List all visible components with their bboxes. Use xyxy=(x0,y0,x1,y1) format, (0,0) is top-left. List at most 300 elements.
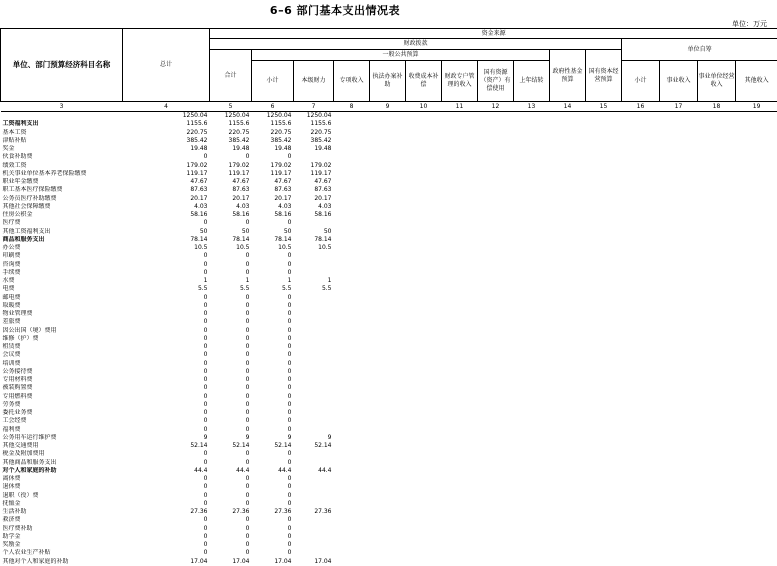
cell-value: 179.02 xyxy=(252,162,294,170)
cell-value xyxy=(586,508,622,516)
cell-value xyxy=(406,211,442,219)
row-label: 对个人和家庭的补助 xyxy=(1,467,123,475)
cell-value xyxy=(586,137,622,145)
table-row xyxy=(1,434,777,442)
cell-value xyxy=(334,327,370,335)
cell-value xyxy=(514,426,550,434)
cell-value xyxy=(660,310,698,318)
cell-value: 0 xyxy=(123,335,210,343)
cell-value xyxy=(698,178,736,186)
cell-value xyxy=(334,393,370,401)
header-total: 总计 xyxy=(123,29,210,102)
cell-value xyxy=(586,492,622,500)
header-current-year: 本级财力 xyxy=(294,61,334,102)
cell-value xyxy=(586,302,622,310)
cell-value xyxy=(406,409,442,417)
cell-value xyxy=(622,162,660,170)
cell-value xyxy=(550,376,586,384)
header-unit-subtotal: 小计 xyxy=(622,61,660,102)
cell-value xyxy=(698,318,736,326)
cell-value xyxy=(586,277,622,285)
cell-value xyxy=(736,261,777,269)
cell-value xyxy=(294,376,334,384)
cell-value: 27.36 xyxy=(123,508,210,516)
column-number-row xyxy=(1,102,777,112)
cell-value xyxy=(736,186,777,194)
cell-value xyxy=(406,120,442,128)
cell-value xyxy=(406,195,442,203)
cell-value xyxy=(586,426,622,434)
cell-value xyxy=(660,327,698,335)
cell-value xyxy=(514,186,550,194)
cell-value xyxy=(514,500,550,508)
cell-value xyxy=(478,343,514,351)
cell-value: 0 xyxy=(252,327,294,335)
cell-value xyxy=(294,459,334,467)
cell-value xyxy=(586,236,622,244)
cell-value xyxy=(478,269,514,277)
cell-value xyxy=(736,195,777,203)
cell-value: 0 xyxy=(123,533,210,541)
cell-value xyxy=(370,120,406,128)
cell-value xyxy=(698,129,736,137)
cell-value xyxy=(698,302,736,310)
cell-value xyxy=(514,269,550,277)
cell-value xyxy=(698,549,736,557)
cell-value xyxy=(550,549,586,557)
cell-value xyxy=(294,417,334,425)
cell-value xyxy=(550,236,586,244)
cell-value: 0 xyxy=(210,327,252,335)
cell-value xyxy=(334,261,370,269)
cell-value xyxy=(370,558,406,566)
cell-value xyxy=(550,434,586,442)
cell-value xyxy=(478,112,514,121)
cell-value: 0 xyxy=(210,541,252,549)
cell-value: 52.14 xyxy=(294,442,334,450)
cell-value xyxy=(586,261,622,269)
cell-value: 27.36 xyxy=(294,508,334,516)
cell-value xyxy=(442,170,478,178)
column-number: 14 xyxy=(550,102,586,112)
cell-value xyxy=(442,384,478,392)
cell-value xyxy=(698,376,736,384)
cell-value xyxy=(514,525,550,533)
cell-value xyxy=(334,195,370,203)
cell-value xyxy=(622,434,660,442)
table-row xyxy=(1,318,777,326)
cell-value: 0 xyxy=(252,450,294,458)
cell-value xyxy=(514,417,550,425)
cell-value xyxy=(698,310,736,318)
row-label: 专用材料费 xyxy=(1,376,123,384)
cell-value: 220.75 xyxy=(123,129,210,137)
cell-value xyxy=(406,459,442,467)
cell-value xyxy=(586,549,622,557)
cell-value xyxy=(478,195,514,203)
cell-value xyxy=(586,533,622,541)
cell-value xyxy=(406,261,442,269)
cell-value xyxy=(442,112,478,121)
cell-value xyxy=(334,170,370,178)
cell-value: 0 xyxy=(252,475,294,483)
column-number: 19 xyxy=(736,102,777,112)
cell-value xyxy=(442,343,478,351)
cell-value xyxy=(406,310,442,318)
cell-value xyxy=(660,203,698,211)
cell-value xyxy=(586,145,622,153)
cell-value xyxy=(660,368,698,376)
cell-value xyxy=(334,285,370,293)
cell-value xyxy=(550,277,586,285)
cell-value xyxy=(442,285,478,293)
cell-value xyxy=(406,508,442,516)
cell-value xyxy=(370,228,406,236)
cell-value xyxy=(698,277,736,285)
cell-value xyxy=(698,343,736,351)
cell-value xyxy=(622,541,660,549)
cell-value xyxy=(736,228,777,236)
cell-value xyxy=(406,186,442,194)
cell-value xyxy=(442,294,478,302)
row-label: 助学金 xyxy=(1,533,123,541)
cell-value xyxy=(586,170,622,178)
cell-value: 0 xyxy=(210,318,252,326)
cell-value xyxy=(442,261,478,269)
cell-value xyxy=(442,393,478,401)
cell-value xyxy=(586,335,622,343)
cell-value: 27.36 xyxy=(252,508,294,516)
cell-value xyxy=(478,351,514,359)
cell-value: 220.75 xyxy=(252,129,294,137)
header-unit-self: 单位自筹 xyxy=(622,39,777,61)
cell-value xyxy=(294,450,334,458)
cell-value xyxy=(370,129,406,137)
cell-value xyxy=(550,459,586,467)
cell-value xyxy=(370,285,406,293)
column-number: 9 xyxy=(370,102,406,112)
cell-value xyxy=(514,219,550,227)
cell-value xyxy=(736,467,777,475)
cell-value: 1 xyxy=(294,277,334,285)
cell-value: 0 xyxy=(123,368,210,376)
cell-value xyxy=(442,426,478,434)
cell-value xyxy=(370,186,406,194)
cell-value xyxy=(550,244,586,252)
cell-value xyxy=(698,508,736,516)
cell-value xyxy=(370,269,406,277)
cell-value xyxy=(514,384,550,392)
cell-value: 0 xyxy=(123,269,210,277)
cell-value xyxy=(334,475,370,483)
header-biz-income: 事业收入 xyxy=(660,61,698,102)
cell-value xyxy=(586,516,622,524)
cell-value xyxy=(442,236,478,244)
cell-value xyxy=(736,112,777,121)
cell-value xyxy=(294,483,334,491)
cell-value: 0 xyxy=(210,368,252,376)
cell-value xyxy=(698,244,736,252)
cell-value xyxy=(370,442,406,450)
cell-value xyxy=(550,318,586,326)
row-label: 奖金 xyxy=(1,145,123,153)
cell-value xyxy=(334,483,370,491)
cell-value xyxy=(698,426,736,434)
cell-value xyxy=(622,285,660,293)
cell-value xyxy=(550,294,586,302)
table-row xyxy=(1,450,777,458)
cell-value xyxy=(698,417,736,425)
cell-value: 0 xyxy=(123,393,210,401)
unit-label: 单位：万元 xyxy=(732,19,767,29)
cell-value xyxy=(550,219,586,227)
cell-value xyxy=(736,525,777,533)
table-row xyxy=(1,203,777,211)
cell-value: 0 xyxy=(210,525,252,533)
cell-value xyxy=(736,129,777,137)
cell-value: 10.5 xyxy=(210,244,252,252)
cell-value xyxy=(550,228,586,236)
cell-value xyxy=(406,129,442,137)
table-row xyxy=(1,269,777,277)
cell-value: 10.5 xyxy=(252,244,294,252)
cell-value xyxy=(586,500,622,508)
row-label: 劳务费 xyxy=(1,401,123,409)
cell-value xyxy=(478,162,514,170)
cell-value xyxy=(550,368,586,376)
cell-value: 78.14 xyxy=(123,236,210,244)
cell-value xyxy=(406,236,442,244)
table-row xyxy=(1,327,777,335)
cell-value xyxy=(514,277,550,285)
cell-value xyxy=(736,508,777,516)
cell-value: 52.14 xyxy=(252,442,294,450)
cell-value xyxy=(334,376,370,384)
cell-value xyxy=(370,467,406,475)
cell-value xyxy=(370,351,406,359)
cell-value xyxy=(406,376,442,384)
cell-value: 179.02 xyxy=(294,162,334,170)
cell-value xyxy=(622,483,660,491)
row-label: 离休费 xyxy=(1,475,123,483)
cell-value xyxy=(698,558,736,566)
cell-value xyxy=(370,483,406,491)
cell-value: 385.42 xyxy=(123,137,210,145)
cell-value xyxy=(660,450,698,458)
cell-value: 19.48 xyxy=(210,145,252,153)
cell-value xyxy=(550,186,586,194)
cell-value xyxy=(698,475,736,483)
cell-value xyxy=(442,244,478,252)
cell-value xyxy=(442,252,478,260)
cell-value: 385.42 xyxy=(210,137,252,145)
table-row xyxy=(1,277,777,285)
header-carryover: 上年结转 xyxy=(514,61,550,102)
cell-value xyxy=(406,294,442,302)
cell-value: 50 xyxy=(123,228,210,236)
cell-value xyxy=(660,483,698,491)
column-number: 18 xyxy=(698,102,736,112)
cell-value xyxy=(442,269,478,277)
cell-value: 0 xyxy=(210,153,252,161)
cell-value xyxy=(660,162,698,170)
cell-value: 0 xyxy=(210,219,252,227)
cell-value: 0 xyxy=(210,351,252,359)
cell-value xyxy=(586,525,622,533)
cell-value xyxy=(442,558,478,566)
cell-value xyxy=(698,442,736,450)
cell-value: 0 xyxy=(210,409,252,417)
cell-value xyxy=(478,500,514,508)
cell-value xyxy=(370,417,406,425)
cell-value xyxy=(406,492,442,500)
cell-value: 4.03 xyxy=(294,203,334,211)
cell-value xyxy=(370,195,406,203)
cell-value xyxy=(550,417,586,425)
cell-value xyxy=(622,302,660,310)
row-label: 生活补助 xyxy=(1,508,123,516)
row-label: 救济费 xyxy=(1,516,123,524)
cell-value xyxy=(586,112,622,121)
cell-value xyxy=(334,186,370,194)
cell-value xyxy=(370,261,406,269)
table-row xyxy=(1,228,777,236)
cell-value xyxy=(334,236,370,244)
cell-value: 27.36 xyxy=(210,508,252,516)
cell-value: 44.4 xyxy=(252,467,294,475)
cell-value: 0 xyxy=(210,450,252,458)
cell-value xyxy=(622,376,660,384)
cell-value xyxy=(736,376,777,384)
cell-value: 0 xyxy=(123,417,210,425)
cell-value: 0 xyxy=(252,261,294,269)
cell-value xyxy=(478,475,514,483)
cell-value xyxy=(736,277,777,285)
cell-value xyxy=(586,129,622,137)
cell-value xyxy=(370,360,406,368)
cell-value: 0 xyxy=(210,459,252,467)
table-row xyxy=(1,112,777,121)
cell-value xyxy=(550,541,586,549)
cell-value: 0 xyxy=(252,533,294,541)
cell-value xyxy=(334,335,370,343)
cell-value: 0 xyxy=(123,450,210,458)
cell-value: 0 xyxy=(252,153,294,161)
cell-value xyxy=(406,277,442,285)
cell-value: 19.48 xyxy=(123,145,210,153)
cell-value xyxy=(442,360,478,368)
cell-value xyxy=(514,393,550,401)
cell-value xyxy=(478,153,514,161)
cell-value xyxy=(294,384,334,392)
cell-value xyxy=(698,500,736,508)
cell-value xyxy=(736,434,777,442)
cell-value xyxy=(622,450,660,458)
cell-value: 78.14 xyxy=(252,236,294,244)
cell-value xyxy=(370,145,406,153)
cell-value xyxy=(660,343,698,351)
cell-value xyxy=(736,368,777,376)
cell-value xyxy=(478,294,514,302)
cell-value xyxy=(550,558,586,566)
cell-value xyxy=(586,327,622,335)
cell-value xyxy=(370,318,406,326)
cell-value xyxy=(622,186,660,194)
cell-value xyxy=(622,112,660,121)
cell-value: 0 xyxy=(210,426,252,434)
cell-value xyxy=(660,533,698,541)
cell-value xyxy=(442,549,478,557)
cell-value xyxy=(442,368,478,376)
cell-value xyxy=(406,483,442,491)
cell-value xyxy=(698,384,736,392)
cell-value xyxy=(660,294,698,302)
cell-value xyxy=(622,145,660,153)
cell-value xyxy=(586,195,622,203)
cell-value: 179.02 xyxy=(210,162,252,170)
cell-value: 0 xyxy=(210,343,252,351)
cell-value xyxy=(406,434,442,442)
cell-value xyxy=(514,252,550,260)
cell-value xyxy=(406,137,442,145)
table-row xyxy=(1,401,777,409)
cell-value xyxy=(478,211,514,219)
header-state-assets: 国有资源（资产）有偿使用 xyxy=(478,61,514,102)
cell-value xyxy=(698,368,736,376)
header-subsidy: 执法办案补助 xyxy=(370,61,406,102)
header-row-label: 单位、部门预算经济科目名称 xyxy=(1,29,123,102)
cell-value xyxy=(406,327,442,335)
cell-value xyxy=(736,426,777,434)
table-row xyxy=(1,252,777,260)
row-label: 水费 xyxy=(1,277,123,285)
cell-value: 10.5 xyxy=(294,244,334,252)
cell-value xyxy=(478,310,514,318)
cell-value xyxy=(442,203,478,211)
cell-value xyxy=(698,153,736,161)
cell-value xyxy=(622,516,660,524)
row-label: 机关事业单位基本养老保险缴费 xyxy=(1,170,123,178)
cell-value xyxy=(586,153,622,161)
cell-value xyxy=(442,442,478,450)
cell-value xyxy=(370,533,406,541)
cell-value xyxy=(334,302,370,310)
cell-value: 20.17 xyxy=(123,195,210,203)
cell-value: 0 xyxy=(252,252,294,260)
cell-value xyxy=(478,244,514,252)
cell-value xyxy=(622,120,660,128)
cell-value xyxy=(442,145,478,153)
cell-value xyxy=(478,393,514,401)
cell-value xyxy=(622,368,660,376)
column-number: 5 xyxy=(210,102,252,112)
cell-value xyxy=(586,244,622,252)
cell-value xyxy=(478,327,514,335)
cell-value xyxy=(514,244,550,252)
cell-value xyxy=(334,409,370,417)
cell-value: 0 xyxy=(123,310,210,318)
cell-value xyxy=(622,178,660,186)
table-row xyxy=(1,261,777,269)
cell-value xyxy=(660,492,698,500)
cell-value xyxy=(334,533,370,541)
cell-value xyxy=(370,401,406,409)
cell-value: 19.48 xyxy=(294,145,334,153)
table-row xyxy=(1,145,777,153)
cell-value xyxy=(334,228,370,236)
cell-value xyxy=(698,467,736,475)
cell-value xyxy=(660,384,698,392)
